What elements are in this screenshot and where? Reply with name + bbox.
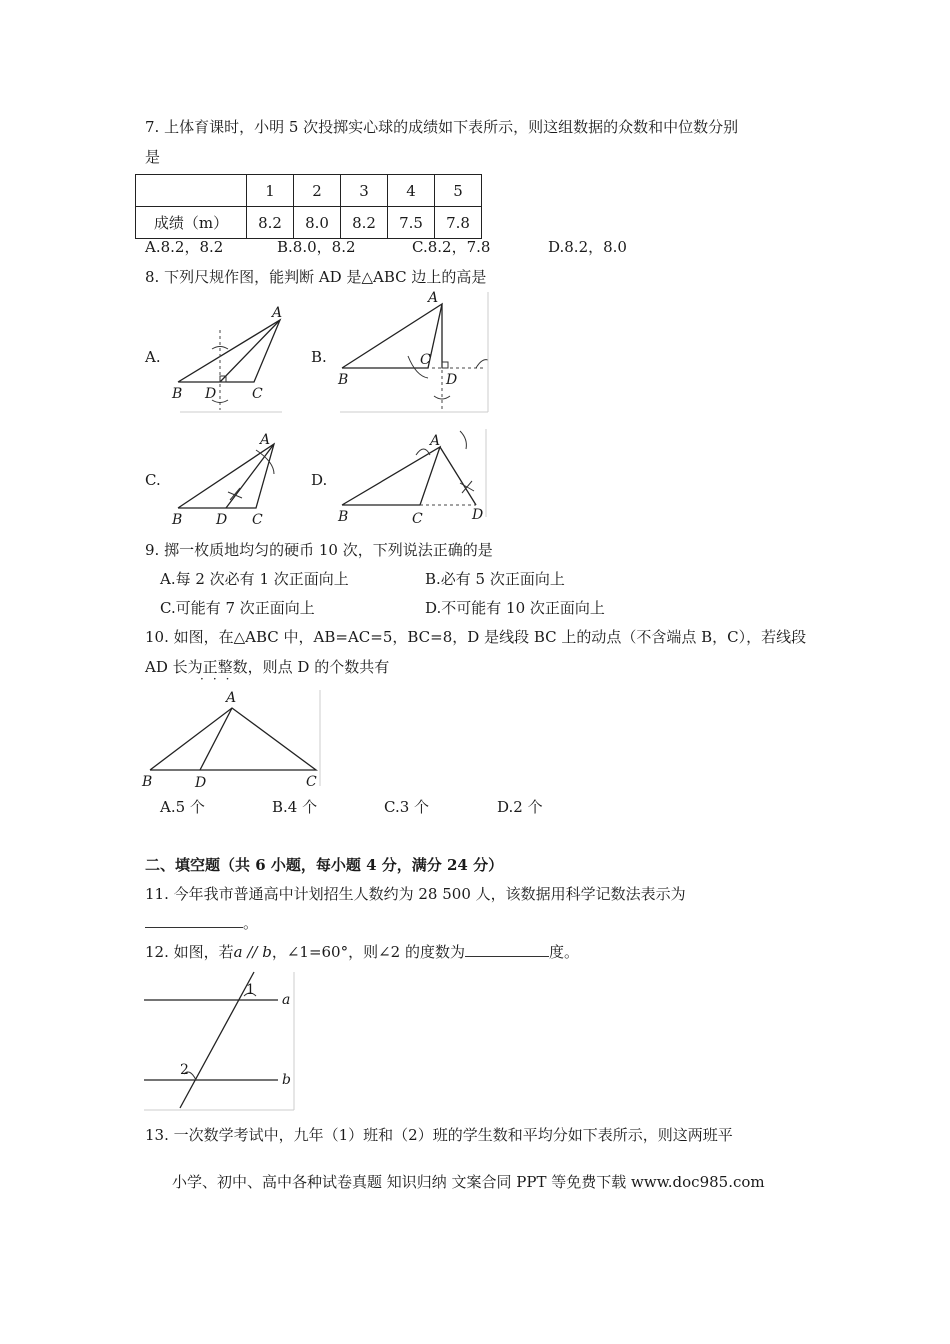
q10-figure [140, 688, 325, 790]
fig-label: 1 [246, 982, 255, 998]
q10-line1: 10. 如图，在△ABC 中，AB=AC=5，BC=8，D 是线段 BC 上的动点（不含端点 B，C），若线段 [145, 628, 807, 646]
fig-label: B [172, 386, 183, 402]
fig-label: D [446, 372, 458, 388]
fig-label: A [260, 432, 271, 448]
fig-label: D [216, 512, 228, 528]
table-cell [136, 175, 247, 207]
q8-stem: 8. 下列尺规作图，能判断 AD 是△ABC 边上的高是 [145, 268, 487, 286]
page-footer: 小学、初中、高中各种试卷真题 知识归纳 文案合同 PPT 等免费下载 www.doc985.com [172, 1173, 765, 1191]
q13-line1: 13. 一次数学考试中，九年（1）班和（2）班的学生数和平均分如下表所示，则这两班平 [145, 1126, 733, 1144]
fig-label: B [338, 372, 349, 388]
q8-figure-a [170, 302, 285, 414]
q12-condition: a // b [233, 943, 272, 961]
fig-label: 2 [180, 1062, 189, 1078]
fig-label: C [420, 352, 431, 368]
table-cell: 8.2 [247, 207, 294, 239]
table-cell: 4 [388, 175, 435, 207]
q8-figure-c [170, 430, 285, 528]
q12-prefix: 12. 如图，若 [145, 943, 234, 961]
q7-line2: 是 [145, 148, 161, 166]
q8-label-d: D. [311, 471, 328, 489]
fig-label: A [226, 690, 237, 706]
q12-end: 度。 [548, 943, 579, 961]
q10-option-d: D.2 个 [497, 798, 543, 816]
table-row [136, 175, 482, 207]
q10-option-b: B.4 个 [272, 798, 318, 816]
section-title: 二、填空题（共 6 小题，每小题 4 分，满分 24 分） [145, 856, 504, 874]
q10-line2: AD 长为正整数，则点 D 的个数共有 [145, 658, 390, 676]
q7-option-c: C.8.2，7.8 [412, 238, 491, 256]
fig-label: B [172, 512, 183, 528]
q12-middle: ，∠1=60°，则∠2 的度数为 [271, 943, 465, 961]
answer-blank[interactable] [465, 942, 549, 957]
fig-label: B [142, 774, 153, 790]
fig-label: C [252, 386, 263, 402]
fig-label: A [428, 290, 439, 306]
q8-figure-b [336, 290, 491, 415]
emphasis-dots: ··· [200, 672, 239, 686]
fig-label: A [272, 305, 283, 321]
fig-label: B [338, 509, 349, 525]
q9-option-c: C.可能有 7 次正面向上 [160, 599, 315, 617]
q11-end: 。 [243, 914, 259, 932]
q8-label-a: A. [145, 348, 161, 366]
q8-label-c: C. [145, 471, 161, 489]
q12-line [145, 942, 579, 962]
q7-line1: 7. 上体育课时，小明 5 次投掷实心球的成绩如下表所示，则这组数据的众数和中位数分别 [145, 118, 739, 136]
q9-stem: 9. 掷一枚质地均匀的硬币 10 次，下列说法正确的是 [145, 541, 493, 559]
q11-line1: 11. 今年我市普通高中计划招生人数约为 28 500 人，该数据用科学记数法表示为 [145, 885, 686, 903]
q7-option-a: A.8.2，8.2 [145, 238, 224, 256]
answer-blank[interactable] [145, 913, 243, 928]
q9-option-a: A.每 2 次必有 1 次正面向上 [160, 570, 349, 588]
fig-label: C [412, 511, 423, 525]
table-cell: 5 [435, 175, 482, 207]
fig-label: a [282, 992, 291, 1008]
q10-option-a: A.5 个 [160, 798, 205, 816]
table-cell: 2 [294, 175, 341, 207]
table-cell: 7.8 [435, 207, 482, 239]
q8-label-b: B. [311, 348, 327, 366]
table-cell: 7.5 [388, 207, 435, 239]
fig-label: C [306, 774, 317, 790]
q12-figure [140, 970, 300, 1112]
q9-option-b: B.必有 5 次正面向上 [425, 570, 565, 588]
table-cell: 8.2 [341, 207, 388, 239]
table-row [136, 207, 482, 239]
table-cell: 3 [341, 175, 388, 207]
fig-label: b [282, 1072, 291, 1088]
fig-label: D [195, 775, 207, 790]
fig-label: D [472, 507, 484, 523]
fig-label: C [252, 512, 263, 528]
q7-option-b: B.8.0，8.2 [277, 238, 356, 256]
q7-option-d: D.8.2，8.0 [548, 238, 627, 256]
table-cell: 成绩（m） [136, 207, 247, 239]
q10-option-c: C.3 个 [384, 798, 430, 816]
table-cell: 8.0 [294, 207, 341, 239]
fig-label: D [205, 386, 217, 402]
fig-label: A [430, 433, 441, 449]
q7-score-table [135, 174, 482, 239]
table-cell: 1 [247, 175, 294, 207]
q8-figure-d [336, 425, 491, 525]
q11-line2 [145, 913, 258, 933]
q9-option-d: D.不可能有 10 次正面向上 [425, 599, 605, 617]
